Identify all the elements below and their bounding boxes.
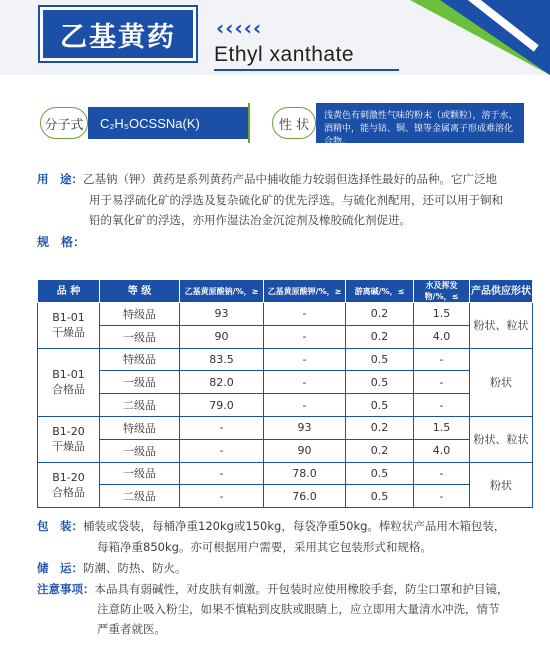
grade-cell: 特级品 bbox=[100, 348, 180, 371]
property-strip bbox=[40, 103, 520, 147]
k-cell: 78.0 bbox=[264, 462, 346, 485]
chevron-left-icon: ‹ bbox=[225, 16, 234, 40]
header-product: 品 种 bbox=[38, 280, 100, 303]
k-cell: - bbox=[264, 394, 346, 417]
grade-cell: 特级品 bbox=[100, 303, 180, 326]
notes-line-1: 本品具有弱碱性，对皮肤有刺激。开包装时应使用橡胶手套，防尘口罩和护目镜， bbox=[94, 582, 509, 596]
k-cell: - bbox=[264, 303, 346, 326]
header-supply-form: 产品供应形状 bbox=[470, 280, 533, 303]
moisture-cell: 1.5 bbox=[414, 303, 470, 326]
k-cell: - bbox=[264, 348, 346, 371]
table-row bbox=[38, 348, 533, 371]
alkali-cell: 0.2 bbox=[346, 325, 414, 348]
chevron-left-icon: ‹ bbox=[253, 16, 262, 40]
moisture-cell: - bbox=[414, 462, 470, 485]
k-cell: 93 bbox=[264, 416, 346, 439]
header-free-alkali: 游离碱/%，≤ bbox=[346, 280, 414, 303]
product-cell: B1-20 合格品 bbox=[38, 462, 100, 508]
usage-line-1: 乙基钠（钾）黄药是系列黄药产品中捕收能力较弱但选择性最好的品种。它广泛地 bbox=[83, 172, 497, 186]
alkali-cell: 0.5 bbox=[346, 485, 414, 508]
packing-section bbox=[37, 516, 517, 557]
header-k-purity: 乙基黄原酸钾/%，≥ bbox=[264, 280, 346, 303]
grade-cell: 一级品 bbox=[100, 439, 180, 462]
supply-form-cell: 粉状、粒状 bbox=[470, 303, 533, 349]
formula-label: 分子式 bbox=[40, 107, 88, 139]
english-title: Ethyl xanthate bbox=[214, 43, 355, 66]
formula-value: C₂H₅OCSSNa(K) bbox=[88, 107, 248, 139]
usage-line-3: 铅的氧化矿的浮选，亦用作湿法冶金沉淀剂及橡胶硫化剂促进。 bbox=[89, 213, 411, 227]
grade-cell: 二级品 bbox=[100, 485, 180, 508]
nature-value: 浅黄色有刺激性气味的粉末（或颗粒），溶于水、酒精中，能与钴、铜、镍等金属离子形成难溶化合物。 bbox=[316, 103, 524, 143]
na-cell: 90 bbox=[180, 325, 264, 348]
grade-cell: 特级品 bbox=[100, 416, 180, 439]
nature-label: 性 状 bbox=[272, 107, 316, 139]
table-row bbox=[38, 439, 533, 462]
moisture-cell: - bbox=[414, 371, 470, 394]
alkali-cell: 0.2 bbox=[346, 439, 414, 462]
table-row bbox=[38, 416, 533, 439]
product-cell: B1-01 干燥品 bbox=[38, 303, 100, 349]
english-title-underline bbox=[214, 69, 399, 71]
spec-label: 规 格： bbox=[37, 235, 86, 249]
grade-cell: 一级品 bbox=[100, 371, 180, 394]
usage-line-2: 用于易浮硫化矿的浮选及复杂硫化矿的优先浮选。与硫化剂配用，还可以用于铜和 bbox=[89, 192, 503, 207]
divider bbox=[248, 103, 250, 143]
table-row bbox=[38, 394, 533, 417]
alkali-cell: 0.2 bbox=[346, 303, 414, 326]
product-cell: B1-20 干燥品 bbox=[38, 416, 100, 462]
chevrons-decoration bbox=[216, 18, 261, 38]
notes-line-3: 严重者就医。 bbox=[97, 622, 166, 636]
chevron-left-icon: ‹ bbox=[243, 16, 252, 40]
supply-form-cell: 粉状、粒状 bbox=[470, 416, 533, 462]
chevron-left-icon: ‹ bbox=[234, 16, 243, 40]
packing-label: 包 装： bbox=[37, 519, 83, 533]
grade-cell: 一级品 bbox=[100, 325, 180, 348]
alkali-cell: 0.5 bbox=[346, 371, 414, 394]
page-title: 乙基黄药 bbox=[60, 21, 176, 53]
na-cell: - bbox=[180, 416, 264, 439]
table-row bbox=[38, 462, 533, 485]
notes-line-2: 注意防止吸入粉尘，如果不慎粘到皮肤或眼睛上，应立即用大量清水冲洗，情节 bbox=[97, 602, 500, 616]
product-cell: B1-01 合格品 bbox=[38, 348, 100, 416]
usage-section bbox=[37, 169, 517, 231]
k-cell: 76.0 bbox=[264, 485, 346, 508]
moisture-cell: 4.0 bbox=[414, 325, 470, 348]
moisture-cell: - bbox=[414, 485, 470, 508]
chevron-left-icon: ‹ bbox=[216, 16, 225, 40]
k-cell: 90 bbox=[264, 439, 346, 462]
moisture-cell: - bbox=[414, 394, 470, 417]
table-row bbox=[38, 325, 533, 348]
alkali-cell: 0.5 bbox=[346, 348, 414, 371]
notes-section bbox=[37, 579, 517, 639]
table-row bbox=[38, 485, 533, 508]
supply-form-cell: 粉状 bbox=[470, 462, 533, 508]
usage-label: 用 途： bbox=[37, 172, 83, 186]
spec-table bbox=[37, 279, 533, 508]
title-box bbox=[40, 7, 196, 61]
notes-label: 注意事项： bbox=[37, 582, 95, 596]
moisture-cell: - bbox=[414, 348, 470, 371]
header-na-purity: 乙基黄原酸钠/%，≥ bbox=[180, 280, 264, 303]
table-row bbox=[38, 303, 533, 326]
na-cell: 83.5 bbox=[180, 348, 264, 371]
storage-section bbox=[37, 558, 187, 579]
moisture-cell: 1.5 bbox=[414, 416, 470, 439]
grade-cell: 一级品 bbox=[100, 462, 180, 485]
na-cell: 93 bbox=[180, 303, 264, 326]
packing-line-1: 桶装或袋装，每桶净重120kg或150kg，每袋净重50kg。棒粒状产品用木箱包装， bbox=[83, 519, 506, 533]
na-cell: - bbox=[180, 485, 264, 508]
packing-line-2: 每箱净重850kg。亦可根据用户需要，采用其它包装形式和规格。 bbox=[97, 539, 432, 554]
header-moisture: 水及挥发物/%，≤ bbox=[414, 280, 470, 303]
supply-form-cell: 粉状 bbox=[470, 348, 533, 416]
k-cell: - bbox=[264, 371, 346, 394]
table-header-row bbox=[38, 280, 533, 303]
header-grade: 等 级 bbox=[100, 280, 180, 303]
table-row bbox=[38, 371, 533, 394]
na-cell: 79.0 bbox=[180, 394, 264, 417]
na-cell: 82.0 bbox=[180, 371, 264, 394]
alkali-cell: 0.5 bbox=[346, 462, 414, 485]
na-cell: - bbox=[180, 462, 264, 485]
na-cell: - bbox=[180, 439, 264, 462]
moisture-cell: 4.0 bbox=[414, 439, 470, 462]
alkali-cell: 0.2 bbox=[346, 416, 414, 439]
storage-label: 储 运： bbox=[37, 561, 83, 575]
storage-text: 防潮、防热、防火。 bbox=[83, 561, 187, 575]
k-cell: - bbox=[264, 325, 346, 348]
grade-cell: 二级品 bbox=[100, 394, 180, 417]
alkali-cell: 0.5 bbox=[346, 394, 414, 417]
page-header bbox=[0, 0, 550, 75]
